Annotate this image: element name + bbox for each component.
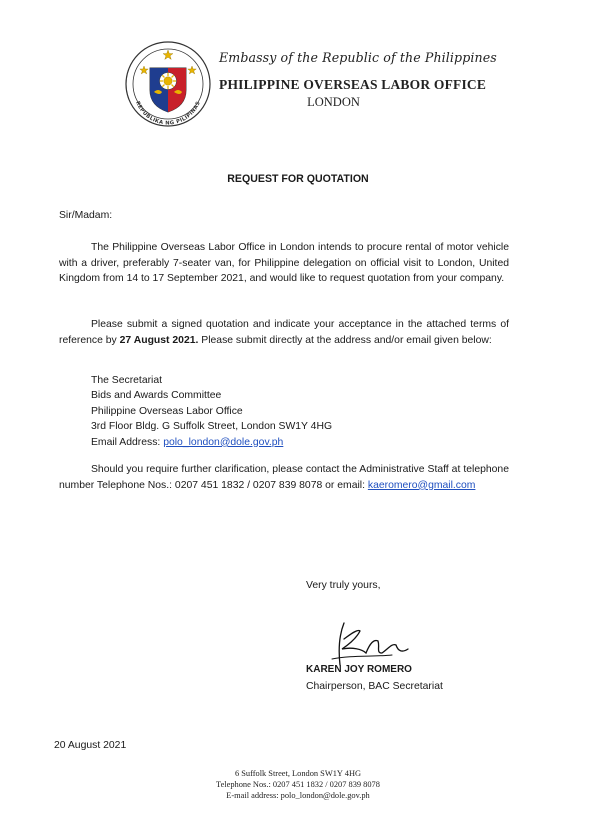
address-line-3: Philippine Overseas Labor Office	[91, 405, 243, 417]
seal-emblem-icon	[124, 40, 212, 128]
letterhead-office-name: PHILIPPINE OVERSEAS LABOR OFFICE	[219, 77, 487, 92]
paragraph-submission-after: Please submit directly at the address and/or email given below:	[198, 334, 492, 346]
salutation: Sir/Madam:	[59, 210, 113, 221]
paragraph-contact	[59, 462, 509, 493]
paragraph-procurement	[59, 240, 509, 287]
secretariat-email-link[interactable]: polo_london@dole.gov.ph	[163, 436, 284, 448]
letterhead-embassy-name: Embassy of the Republic of the Philippines	[219, 50, 497, 65]
paragraph-procurement-text: The Philippine Overseas Labor Office in London intends to procure rental of motor vehicle with a driver, preferably 7-seater van, for Philippine delegation on official visit to London, United Kingdom from 14 to 17 September 2021, and would like to request quotation from your company.	[59, 242, 509, 285]
address-email-line	[91, 435, 332, 450]
handwritten-signature	[322, 619, 412, 669]
submission-deadline: 27 August 2021.	[119, 334, 199, 346]
address-line-4: 3rd Floor Bldg. G Suffolk Street, London SW1Y 4HG	[91, 421, 333, 433]
address-line-1: The Secretariat	[91, 375, 163, 386]
footer	[0, 768, 596, 802]
philippine-seal-logo	[124, 40, 212, 128]
address-line-2: Bids and Awards Committee	[91, 390, 222, 402]
paragraph-contact-text: Should you require further clarification, please contact the Administrative Staff at telephone number Telephone Nos.: 0207 451 1832 / 0207 839 8078 or email:	[59, 464, 509, 491]
signer-role: Chairperson, BAC Secretariat	[306, 681, 443, 692]
footer-telephone: Telephone Nos.: 0207 451 1832 / 0207 839 8078	[216, 780, 380, 790]
paragraph-submission-before: Please submit a signed quotation and indicate your acceptance in the attached terms of reference by	[59, 319, 509, 346]
footer-address: 6 Suffolk Street, London SW1Y 4HG	[234, 769, 362, 778]
email-label: Email Address:	[91, 436, 164, 448]
letter-date: 20 August 2021	[54, 740, 127, 751]
letterhead-city: LONDON	[307, 95, 360, 109]
svg-text:REPUBLIKA NG PILIPINAS: REPUBLIKA NG PILIPINAS	[134, 100, 202, 127]
address-block	[91, 373, 332, 450]
paragraph-submission	[59, 317, 509, 348]
signer-name: KAREN JOY ROMERO	[306, 664, 412, 675]
footer-email: E-mail address: polo_london@dole.gov.ph	[226, 791, 370, 801]
document-title: REQUEST FOR QUOTATION	[227, 173, 369, 185]
closing: Very truly yours,	[306, 580, 381, 591]
contact-email-link[interactable]: kaeromero@gmail.com	[367, 479, 476, 491]
